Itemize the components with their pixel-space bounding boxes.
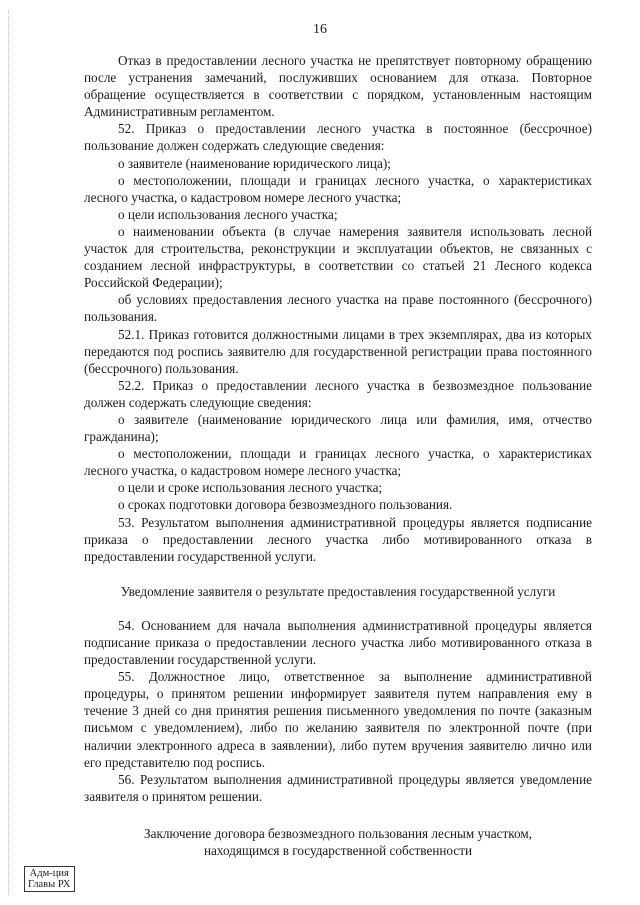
section-heading: Уведомление заявителя о результате предоставления государственной услуги bbox=[120, 583, 556, 599]
paragraph: о цели использования лесного участка; bbox=[118, 206, 338, 222]
paragraph: 52.2. Приказ о предоставлении лесного участка в безвозмездное пользование должен содержать следующие сведения: bbox=[84, 377, 592, 410]
paragraph: 52. Приказ о предоставлении лесного участка в постоянное (бессрочное) пользование должен содержать следующие сведения: bbox=[84, 121, 592, 154]
paragraph: о заявителе (наименование юридического лица); bbox=[118, 155, 391, 171]
paragraph: о наименовании объекта (в случае намерения заявителя использовать лесной участок для строительства, реконструкции и эксплуатации объектов, не связанных с созданием лесной инфраструктуры, в соответствии со статьей 21 Лесного кодекса Российской Федерации); bbox=[84, 223, 592, 291]
paragraph: об условиях предоставления лесного участка на праве постоянного (бессрочного) пользования. bbox=[84, 292, 592, 325]
section-heading-line: находящимся в государственной собственности bbox=[203, 843, 473, 859]
paragraph: о заявителе (наименование юридического лица или фамилия, имя, отчество гражданина); bbox=[84, 411, 592, 445]
office-stamp bbox=[24, 866, 75, 892]
paragraph: о сроках подготовки договора безвозмездного пользования. bbox=[118, 497, 453, 513]
page-number: 16 bbox=[313, 22, 327, 37]
paragraph: о местоположении, площади и границах лесного участка, о характеристиках лесного участка, о кадастровом номере лесного участка; bbox=[84, 446, 592, 479]
document-body bbox=[84, 52, 592, 859]
paragraph: 52.1. Приказ готовится должностными лицами в трех экземплярах, два из которых передаются под роспись заявителю для государственной регистрации права постоянного (бессрочного) пользования. bbox=[84, 326, 592, 376]
paragraph: 55. Должностное лицо, ответственное за выполнение административной процедуры, о принятом решении информирует заявителя путем направления ему в течение 3 дней со дня принятия решения письменного уведомления по почте (заказным письмом с уведомлением), либо по желанию заявителя по электронной почте (при наличии электронного адреса в заявлении), либо путем вручения заявителю лично или его представителю под роспись. bbox=[84, 669, 592, 770]
paragraph: 56. Результатом выполнения административной процедуры является уведомление заявителя о принятом решении. bbox=[84, 771, 592, 804]
scan-edge bbox=[8, 10, 10, 895]
stamp-line: Главы РХ bbox=[28, 879, 71, 890]
paragraph: о цели и сроке использования лесного участка; bbox=[118, 480, 383, 496]
paragraph: 53. Результатом выполнения административной процедуры является подписание приказа о предоставлении лесного участка либо мотивированного отказа в предоставлении государственной услуги. bbox=[84, 514, 592, 564]
stamp-line: Адм-ция bbox=[29, 868, 69, 879]
section-heading-line: Заключение договора безвозмездного пользования лесным участком, bbox=[144, 825, 532, 841]
paragraph: о местоположении, площади и границах лесного участка, о характеристиках лесного участка, о кадастровом номере лесного участка; bbox=[84, 172, 592, 205]
paragraph: 54. Основанием для начала выполнения административной процедуры является подписание приказа о предоставлении лесного участка либо мотивированного отказа в предоставлении государственной услуги. bbox=[84, 617, 592, 668]
section-heading bbox=[84, 825, 592, 859]
paragraph: Отказ в предоставлении лесного участка не препятствует повторному обращению после устранения замечаний, послуживших основанием для отказа. Повторное обращение осуществляется в соответствии с порядком, установленным настоящим Административным регламентом. bbox=[84, 53, 592, 120]
